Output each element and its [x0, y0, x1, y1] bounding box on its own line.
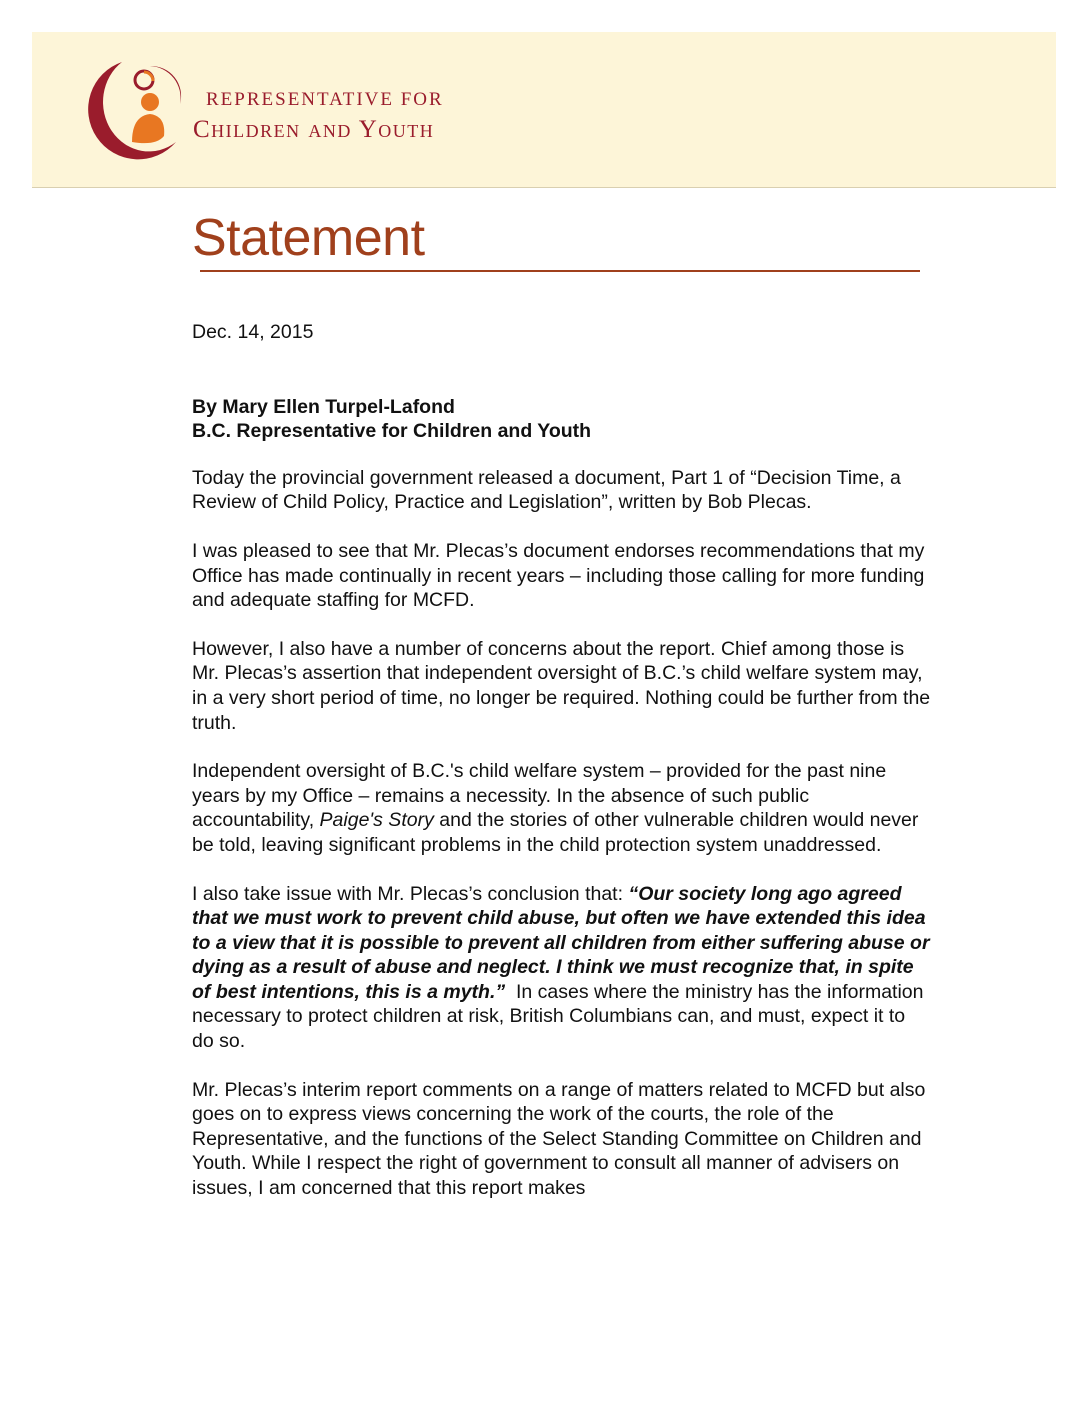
statement-body	[192, 320, 932, 1225]
byline	[192, 395, 932, 444]
author-title: B.C. Representative for Children and Youth	[192, 420, 592, 443]
rcy-logo-icon	[84, 54, 194, 164]
title-rule	[200, 270, 920, 272]
paragraph-1: Today the provincial government released a document, Part 1 of “Decision Time, a Review of Child Policy, Practice and Legislation”, written by Bob Plecas.	[192, 466, 901, 514]
paragraph-5-text-b: In cases where the ministry has the information necessary to protect children at risk, British Columbians can, and must, expect it to do so.	[192, 980, 924, 1053]
paragraph-5-text-a: I also take issue with Mr. Plecas’s conclusion that:	[192, 882, 624, 905]
paragraph-4	[192, 759, 932, 857]
org-name-line2: Children and Youth	[193, 116, 435, 143]
plecas-quote: “Our society long ago agreed that we must work to prevent child abuse, but often we have extended this idea to a view that it is possible to prevent all children from either suffering abuse or dying as a result of abuse and neglect. I think we must recognize that, in spite of best intentions, this is a myth.”	[192, 882, 930, 1003]
statement-date: Dec. 14, 2015	[192, 321, 314, 343]
paragraph-5	[192, 882, 932, 1054]
paragraph-3: However, I also have a number of concerns about the report. Chief among those is Mr. Plecas’s assertion that independent oversight of B.C.’s child welfare system may, in a very short period of time, no longer be required. Nothing could be further from the truth.	[192, 637, 931, 734]
paragraph-6: Mr. Plecas’s interim report comments on a range of matters related to MCFD but also goes on to express views concerning the work of the courts, the role of the Representative, and the functions of the Select Standing Committee on Children and Youth. While I respect the right of government to consult all manner of advisers on issues, I am concerned that this report makes	[192, 1078, 926, 1200]
paragraph-4-text-b: and the stories of other vulnerable children would never be told, leaving significant problems in the child protection system unaddressed.	[192, 809, 919, 856]
org-name-line1: REPRESENTATIVE FOR	[206, 89, 444, 110]
author-name: By Mary Ellen Turpel-Lafond	[192, 395, 455, 418]
paragraph-4-text-a: Independent oversight of B.C.'s child welfare system – provided for the past nine years by my Office – remains a necessity. In the absence of such public accountability,	[192, 760, 887, 832]
paragraph-2: I was pleased to see that Mr. Plecas’s document endorses recommendations that my Office has made continually in recent years – including those calling for more funding and adequate staffing for MCFD.	[192, 539, 925, 612]
document-type-title: Statement	[192, 209, 425, 267]
paige-story-title: Paige's Story	[319, 809, 434, 832]
header-band	[32, 32, 1056, 188]
